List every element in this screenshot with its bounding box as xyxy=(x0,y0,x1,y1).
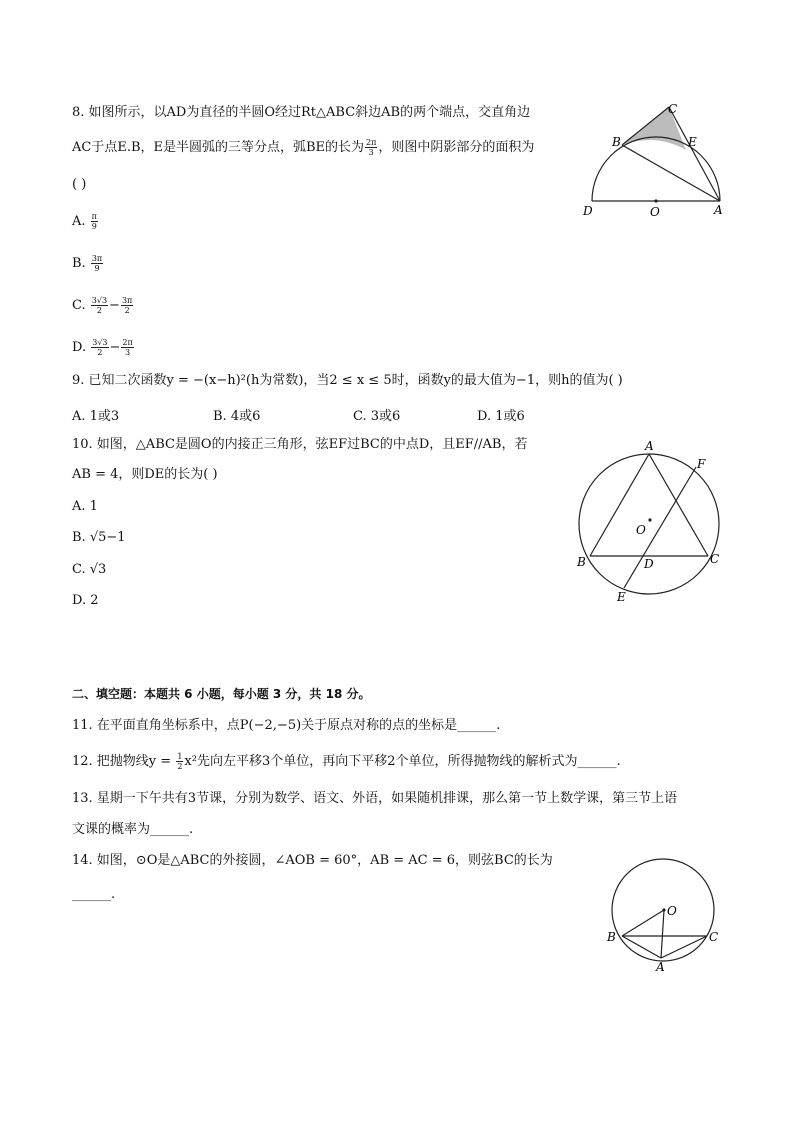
q9-option-b[interactable]: B. 4或6 xyxy=(213,409,261,424)
q8-option-d-label: D. xyxy=(72,340,87,355)
q10-option-d[interactable]: D. 2 xyxy=(72,593,99,608)
q8-option-c[interactable] xyxy=(72,296,134,315)
q8-line2 xyxy=(72,138,534,157)
q8-frac-den: 3 xyxy=(368,148,374,157)
q10-option-a[interactable]: A. 1 xyxy=(72,499,98,514)
q8-label-c: C xyxy=(668,102,678,116)
q8-option-c-frac2 xyxy=(121,296,133,315)
q14-segment-oa xyxy=(661,910,664,958)
q10-label-c: C xyxy=(710,552,720,566)
q10-label-a: A xyxy=(645,439,654,453)
q9-option-c[interactable]: C. 3或6 xyxy=(353,409,401,424)
q10-chord-ef xyxy=(624,467,696,588)
q10-inscribed-triangle-figure xyxy=(570,436,738,606)
q11: 11. 在平面直角坐标系中，点P(−2,−5)关于原点对称的点的坐标是______. xyxy=(72,718,501,733)
q8-option-b-frac xyxy=(91,254,103,273)
q10-side-ab xyxy=(590,454,649,556)
q14-line2: ______. xyxy=(72,887,116,902)
q13-line2: 文课的概率为______. xyxy=(72,822,194,837)
q8-option-c-n2: 3π xyxy=(121,296,133,305)
q10-label-e: E xyxy=(617,590,626,604)
q8-option-d-frac1 xyxy=(91,338,108,357)
q8-label-b: B xyxy=(612,135,621,149)
q14-circumcircle-figure xyxy=(598,854,728,976)
q10-label-o: O xyxy=(636,523,646,537)
q8-option-a-den: 9 xyxy=(91,222,97,231)
q8-option-a-frac xyxy=(91,212,98,231)
q8-option-d[interactable] xyxy=(72,338,135,357)
q9-stem: 9. 已知二次函数y = −(x−h)²(h为常数)，当2 ≤ x ≤ 5时，函数y的最大值为−1，则h的值为( ) xyxy=(72,373,623,388)
q10-option-c[interactable]: C. √3 xyxy=(72,562,107,577)
q8-option-d-n2: 2π xyxy=(122,338,133,347)
q10-label-f: F xyxy=(697,457,706,471)
q8-label-d: D xyxy=(583,204,593,218)
q14-segment-ob xyxy=(622,910,664,936)
q9-option-d[interactable]: D. 1或6 xyxy=(477,409,525,424)
q8-option-d-frac2 xyxy=(121,338,133,357)
q8-option-a[interactable] xyxy=(72,212,99,231)
q8-option-d-minus: − xyxy=(109,340,121,355)
q12 xyxy=(72,752,621,771)
q8-option-c-d2: 2 xyxy=(124,306,130,315)
q9-option-a[interactable]: A. 1或3 xyxy=(72,409,120,424)
q8-option-c-d1: 2 xyxy=(96,306,102,315)
q10-line2: AB = 4，则DE的长为( ) xyxy=(72,467,218,482)
q12-frac-den: 2 xyxy=(177,762,183,771)
q8-option-d-d2: 3 xyxy=(125,348,131,357)
q8-label-o: O xyxy=(650,205,660,219)
q12-part-a: 12. 把抛物线y = xyxy=(72,754,176,769)
q8-frac-num: 2π xyxy=(366,138,377,147)
q10-center-dot xyxy=(648,518,651,521)
q8-line2-a: AC于点E.B，E是半圆弧的三等分点，弧BE的长为 xyxy=(72,140,365,155)
q8-line1: 8. 如图所示，以AD为直径的半圆O经过Rt△ABC斜边AB的两个端点，交直角边 xyxy=(72,105,531,120)
section2-heading: 二、填空题：本题共 6 小题，每小题 3 分，共 18 分。 xyxy=(72,687,371,701)
q14-segment-ca xyxy=(661,936,707,958)
q10-line1: 10. 如图，△ABC是圆O的内接正三角形，弦EF过BC的中点D，且EF//AB，若 xyxy=(72,437,528,452)
q10-label-b: B xyxy=(577,555,586,569)
q14-label-b: B xyxy=(607,930,616,944)
q8-option-b-label: B. xyxy=(72,256,86,271)
q8-option-c-frac1 xyxy=(91,296,108,315)
q8-option-a-label: A. xyxy=(72,214,86,229)
q12-fraction xyxy=(176,752,183,771)
q14-line1: 14. 如图，⊙O是△ABC的外接圆，∠AOB = 60°，AB = AC = 6，则弦BC的长为 xyxy=(72,853,553,868)
q13-line1: 13. 星期一下午共有3节课，分别为数学、语文、外语，如果随机排课，那么第一节上数学课，第三节上语 xyxy=(72,791,678,806)
q14-center-dot xyxy=(662,908,665,911)
q8-label-a: A xyxy=(714,203,723,217)
q14-label-c: C xyxy=(709,930,719,944)
q8-option-d-n1: 3√3 xyxy=(92,338,108,347)
q9-options xyxy=(72,405,552,423)
q8-option-b[interactable] xyxy=(72,254,104,273)
q8-semicircle-figure xyxy=(576,100,736,225)
q8-label-e: E xyxy=(688,135,697,149)
q8-option-d-d1: 2 xyxy=(97,348,103,357)
q14-label-o: O xyxy=(667,904,677,918)
q8-center-dot xyxy=(654,199,657,202)
q8-arc-fraction xyxy=(365,138,377,157)
q10-label-d: D xyxy=(644,557,654,571)
q12-frac-num: 1 xyxy=(177,752,183,761)
q8-option-c-label: C. xyxy=(72,298,86,313)
q10-option-b[interactable]: B. √5−1 xyxy=(72,530,126,545)
q8-paren: ( ) xyxy=(72,177,87,192)
q10-circle xyxy=(579,454,719,594)
q8-option-c-minus: − xyxy=(109,298,120,313)
q14-label-a: A xyxy=(656,960,665,974)
q12-part-b: x²先向左平移3个单位，再向下平移2个单位，所得抛物线的解析式为______. xyxy=(184,754,621,769)
q8-line2-b: ，则图中阴影部分的面积为 xyxy=(378,140,535,155)
q8-option-b-den: 9 xyxy=(94,264,100,273)
q8-option-b-num: 3π xyxy=(91,254,103,263)
q8-option-c-n1: 3√3 xyxy=(91,296,108,305)
q8-option-a-num: π xyxy=(91,212,97,221)
